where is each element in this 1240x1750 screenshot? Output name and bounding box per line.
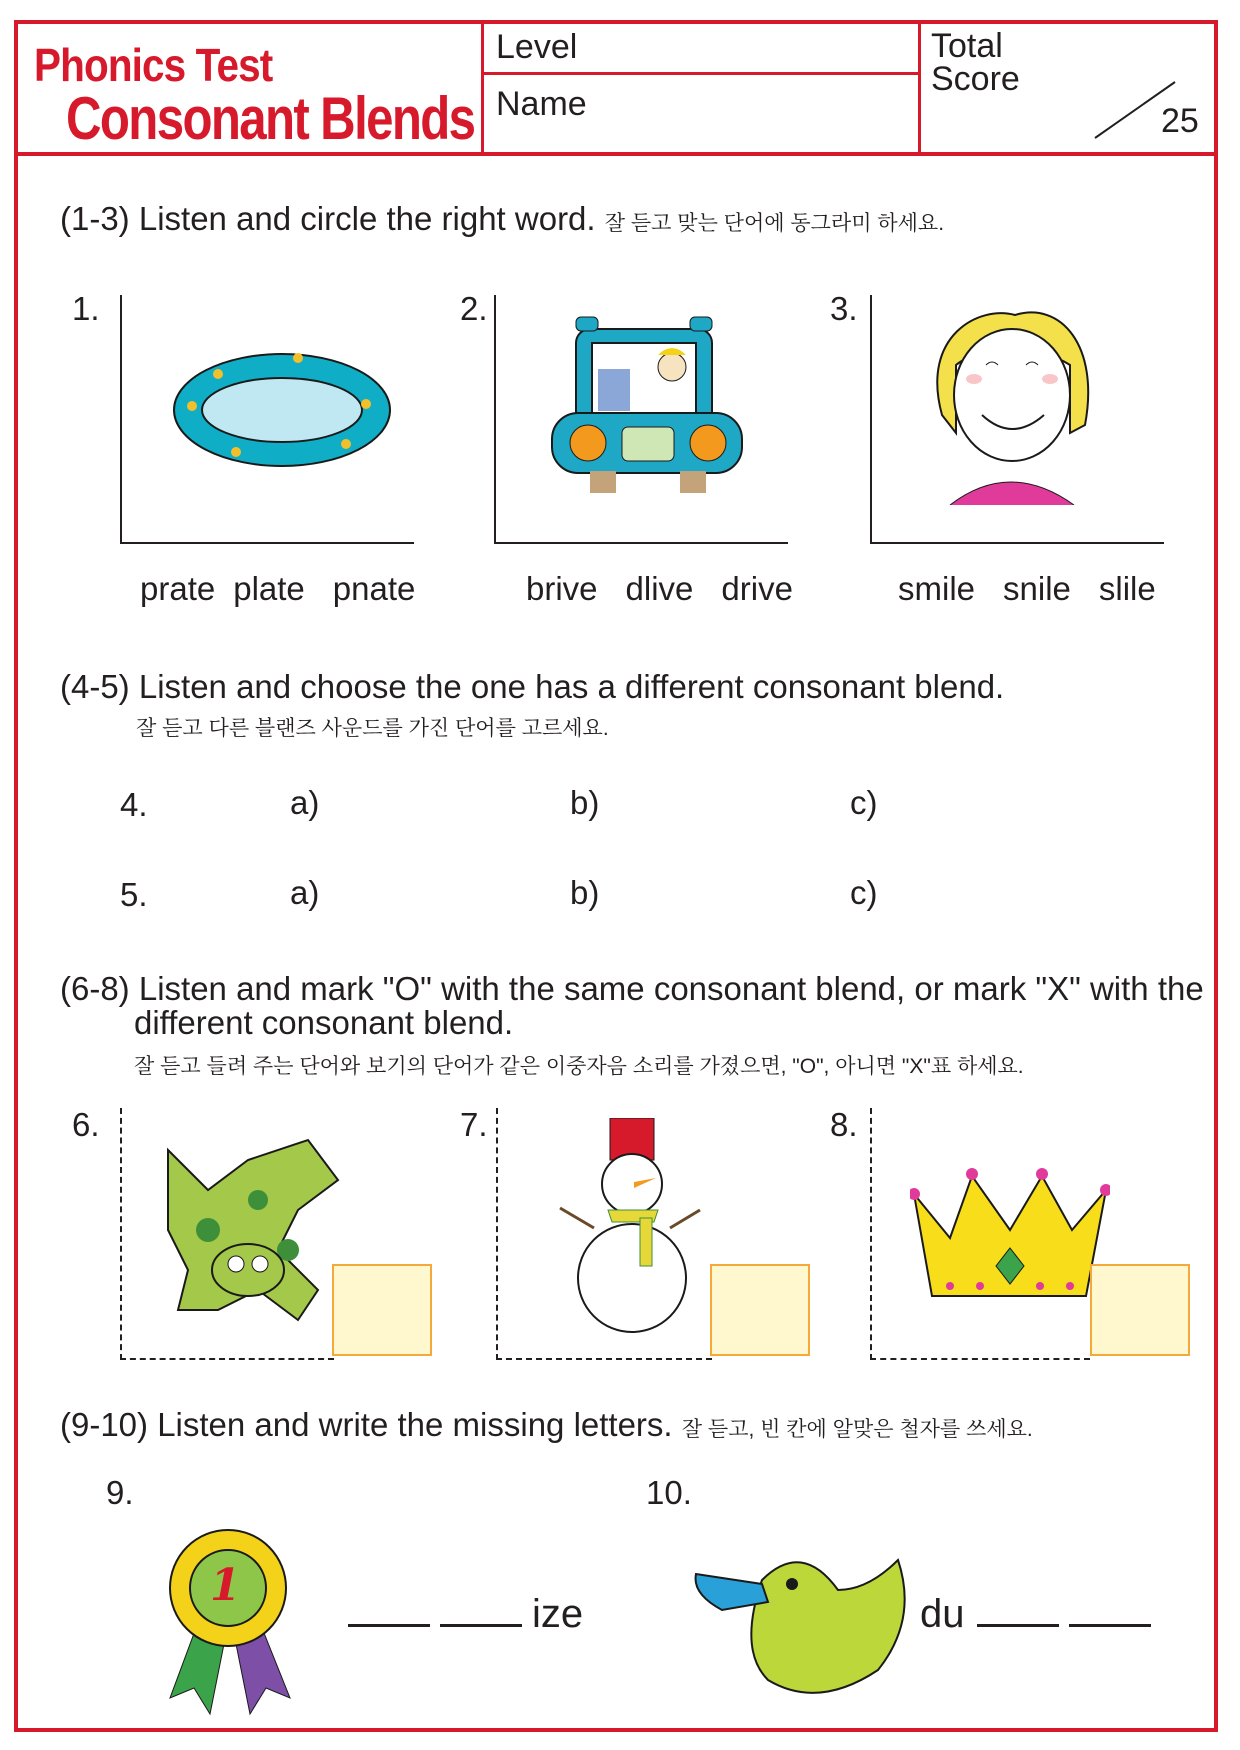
question-5-option-a[interactable]: a) (290, 874, 320, 911)
question-2-word-choices (526, 570, 819, 608)
test-header (18, 24, 1214, 156)
name-label: Name (496, 85, 587, 123)
question-5-option-b[interactable]: b) (570, 874, 600, 911)
word-choice[interactable]: prate (140, 570, 216, 607)
section2-instruction-kor: 잘 듣고 다른 블랜즈 사운드를 가진 단어를 고르세요. (136, 717, 609, 740)
question-9-number: 9. (106, 1474, 134, 1511)
word-choice[interactable]: snile (1003, 570, 1071, 607)
section2-instruction: (4-5) Listen and choose the one has a different consonant blend. (60, 668, 1005, 705)
section3-instruction-kor: 잘 듣고 들려 주는 단어와 보기의 단어가 같은 이중자음 소리를 가졌으면, "O", 아니면 "X"표 하세요. (134, 1055, 1024, 1078)
question-1-number: 1. (72, 290, 100, 327)
prize-ribbon-icon (140, 1518, 340, 1723)
answer-box-8[interactable] (1090, 1264, 1190, 1356)
question-1-word-choices (140, 570, 441, 608)
ribbon-number: 1 (210, 1560, 241, 1611)
section3-instruction-line2: different consonant blend. (134, 1004, 514, 1041)
level-field[interactable] (484, 24, 918, 75)
question-4-option-a[interactable]: a) (290, 784, 320, 821)
question-10-number: 10. (646, 1474, 692, 1511)
question-4-option-c[interactable]: c) (850, 784, 878, 821)
section3-instruction-line1: (6-8) Listen and mark "O" with the same consonant blend, or mark "X" with the (60, 970, 1204, 1007)
word-choice[interactable]: slile (1098, 570, 1156, 607)
word-choice[interactable]: drive (721, 570, 793, 607)
crown-icon (910, 1160, 1110, 1315)
word-choice[interactable]: brive (526, 570, 598, 607)
score-label: Score (931, 60, 1020, 98)
title-box (18, 24, 484, 152)
answer-blank[interactable] (977, 1624, 1059, 1627)
answer-blank[interactable] (1069, 1624, 1151, 1627)
word-ending: ize (532, 1592, 584, 1636)
total-score-box[interactable] (921, 24, 1214, 152)
duck-icon (692, 1540, 912, 1705)
question-2-number: 2. (460, 290, 488, 327)
total-score-label (931, 27, 1020, 98)
question-10-answer (920, 1592, 1161, 1637)
frog-icon (148, 1120, 358, 1345)
name-field[interactable] (484, 75, 918, 152)
question-4-option-b[interactable]: b) (570, 784, 600, 821)
section4-instruction (60, 1406, 1033, 1444)
section1-instruction-text: (1-3) Listen and circle the right word. (60, 200, 596, 237)
word-choice[interactable]: dlive (625, 570, 694, 607)
question-7-number: 7. (460, 1106, 488, 1143)
answer-blank[interactable] (440, 1624, 522, 1627)
answer-box-6[interactable] (332, 1264, 432, 1356)
section4-instruction-text: (9-10) Listen and write the missing letters. (60, 1406, 673, 1443)
answer-blank[interactable] (348, 1624, 430, 1627)
word-beginning: du (920, 1592, 965, 1636)
test-subtitle: Consonant Blends (66, 85, 475, 152)
section1-instruction (60, 200, 944, 238)
level-label: Level (496, 28, 578, 66)
question-4-number: 4. (120, 786, 148, 823)
section4-instruction-kor: 잘 듣고, 빈 칸에 알맞은 철자를 쓰세요. (681, 1418, 1033, 1441)
car-icon (548, 315, 748, 510)
question-8-number: 8. (830, 1106, 858, 1143)
word-choice[interactable]: plate (233, 570, 305, 607)
section1-instruction-kor: 잘 듣고 맞는 단어에 동그라미 하세요. (604, 212, 945, 235)
snowman-icon (554, 1118, 704, 1343)
word-choice[interactable]: pnate (332, 570, 416, 607)
word-choice[interactable]: smile (898, 570, 976, 607)
question-5-option-c[interactable]: c) (850, 874, 878, 911)
student-info-box (484, 24, 921, 152)
test-title: Phonics Test (34, 39, 273, 91)
question-6-number: 6. (72, 1106, 100, 1143)
question-9-answer (348, 1592, 583, 1637)
question-3-word-choices (898, 570, 1182, 608)
smiling-woman-icon (920, 305, 1100, 510)
plate-icon (170, 340, 400, 485)
question-5-number: 5. (120, 876, 148, 913)
answer-box-7[interactable] (710, 1264, 810, 1356)
total-score-value: 25 (1161, 102, 1199, 140)
question-3-number: 3. (830, 290, 858, 327)
total-label: Total (931, 27, 1003, 65)
page-border (14, 20, 1218, 1732)
